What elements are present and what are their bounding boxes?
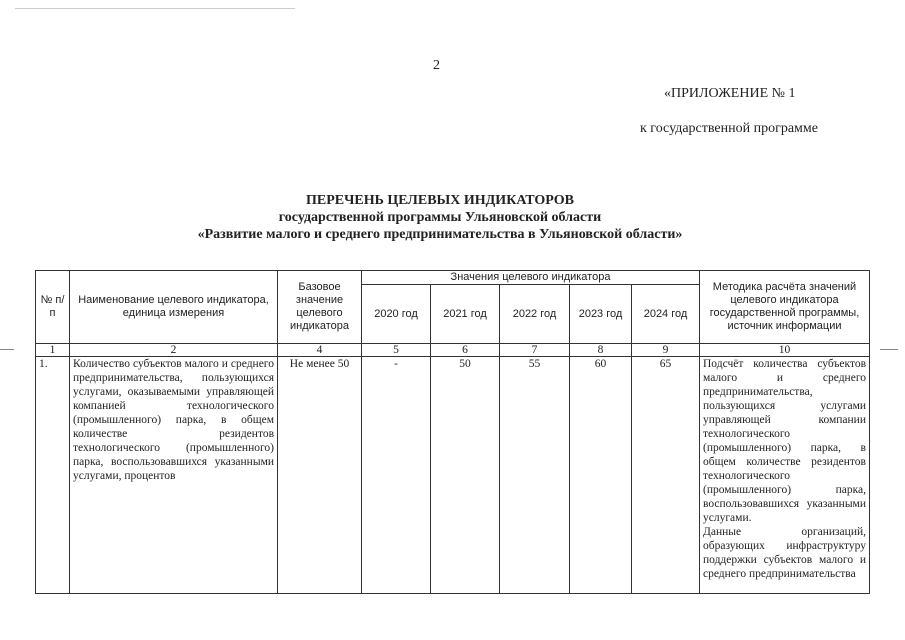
header-row-1 [36, 271, 870, 285]
scan-speck [15, 8, 295, 9]
column-number: 10 [700, 344, 870, 357]
appendix-title: «ПРИЛОЖЕНИЕ № 1 [664, 86, 796, 101]
header-year-2022: 2022 год [500, 285, 570, 344]
header-year-2023: 2023 год [570, 285, 632, 344]
base-value: Не менее 50 [278, 357, 362, 594]
heading-line-3: «Развитие малого и среднего предпринимательства в Ульяновской области» [197, 227, 683, 242]
column-number: 5 [362, 344, 431, 357]
column-number: 1 [36, 344, 70, 357]
header-year-2024: 2024 год [632, 285, 700, 344]
value-2024: 65 [632, 357, 700, 594]
column-number-row [36, 344, 870, 357]
value-2022: 55 [500, 357, 570, 594]
value-2021: 50 [431, 357, 500, 594]
header-method: Методика расчёта значений целевого индикатора государственной программы, источник информации [700, 271, 870, 344]
document-heading [150, 192, 730, 243]
page-number: 2 [433, 58, 440, 73]
method-paragraph-2: Данные организаций, образующих инфраструктуру поддержки субъектов малого и среднего предпринимательства [703, 526, 866, 580]
appendix-subtitle: к государственной программе [640, 121, 818, 136]
column-number: 6 [431, 344, 500, 357]
header-base: Базовое значение целевого индикатора [278, 271, 362, 344]
header-name: Наименование целевого индикатора, единица измерения [70, 271, 278, 344]
header-year-2020: 2020 год [362, 285, 431, 344]
column-number: 8 [570, 344, 632, 357]
row-number: 1. [36, 357, 70, 594]
heading-line-1: ПЕРЕЧЕНЬ ЦЕЛЕВЫХ ИНДИКАТОРОВ [306, 193, 574, 208]
column-number: 2 [70, 344, 278, 357]
indicator-name: Количество субъектов малого и среднего предпринимательства, пользующихся услугами, оказываемыми управляющей компанией технологического (промышленного) парка, в общем количестве резидентов технологического (промышленного) парка, воспользовавшихся указанными услугами, процентов [70, 357, 278, 594]
indicators-table [35, 270, 870, 594]
column-number: 7 [500, 344, 570, 357]
value-2023: 60 [570, 357, 632, 594]
scan-speck [0, 349, 14, 350]
method-cell [700, 357, 870, 594]
header-year-2021: 2021 год [431, 285, 500, 344]
scan-speck [880, 349, 898, 350]
table-row [36, 357, 870, 594]
column-number: 9 [632, 344, 700, 357]
header-values-group: Значения целевого индикатора [362, 271, 700, 285]
column-number: 4 [278, 344, 362, 357]
value-2020: - [362, 357, 431, 594]
header-num: № п/п [36, 271, 70, 344]
method-paragraph-1: Подсчёт количества субъектов малого и среднего предпринимательства, пользующихся услугами управляющей компании технологического (промышленного) парка, в общем количестве резидентов технологического (промышленного) парка, воспользовавшихся указанными услугами. [703, 358, 866, 524]
heading-line-2: государственной программы Ульяновской области [278, 210, 602, 225]
